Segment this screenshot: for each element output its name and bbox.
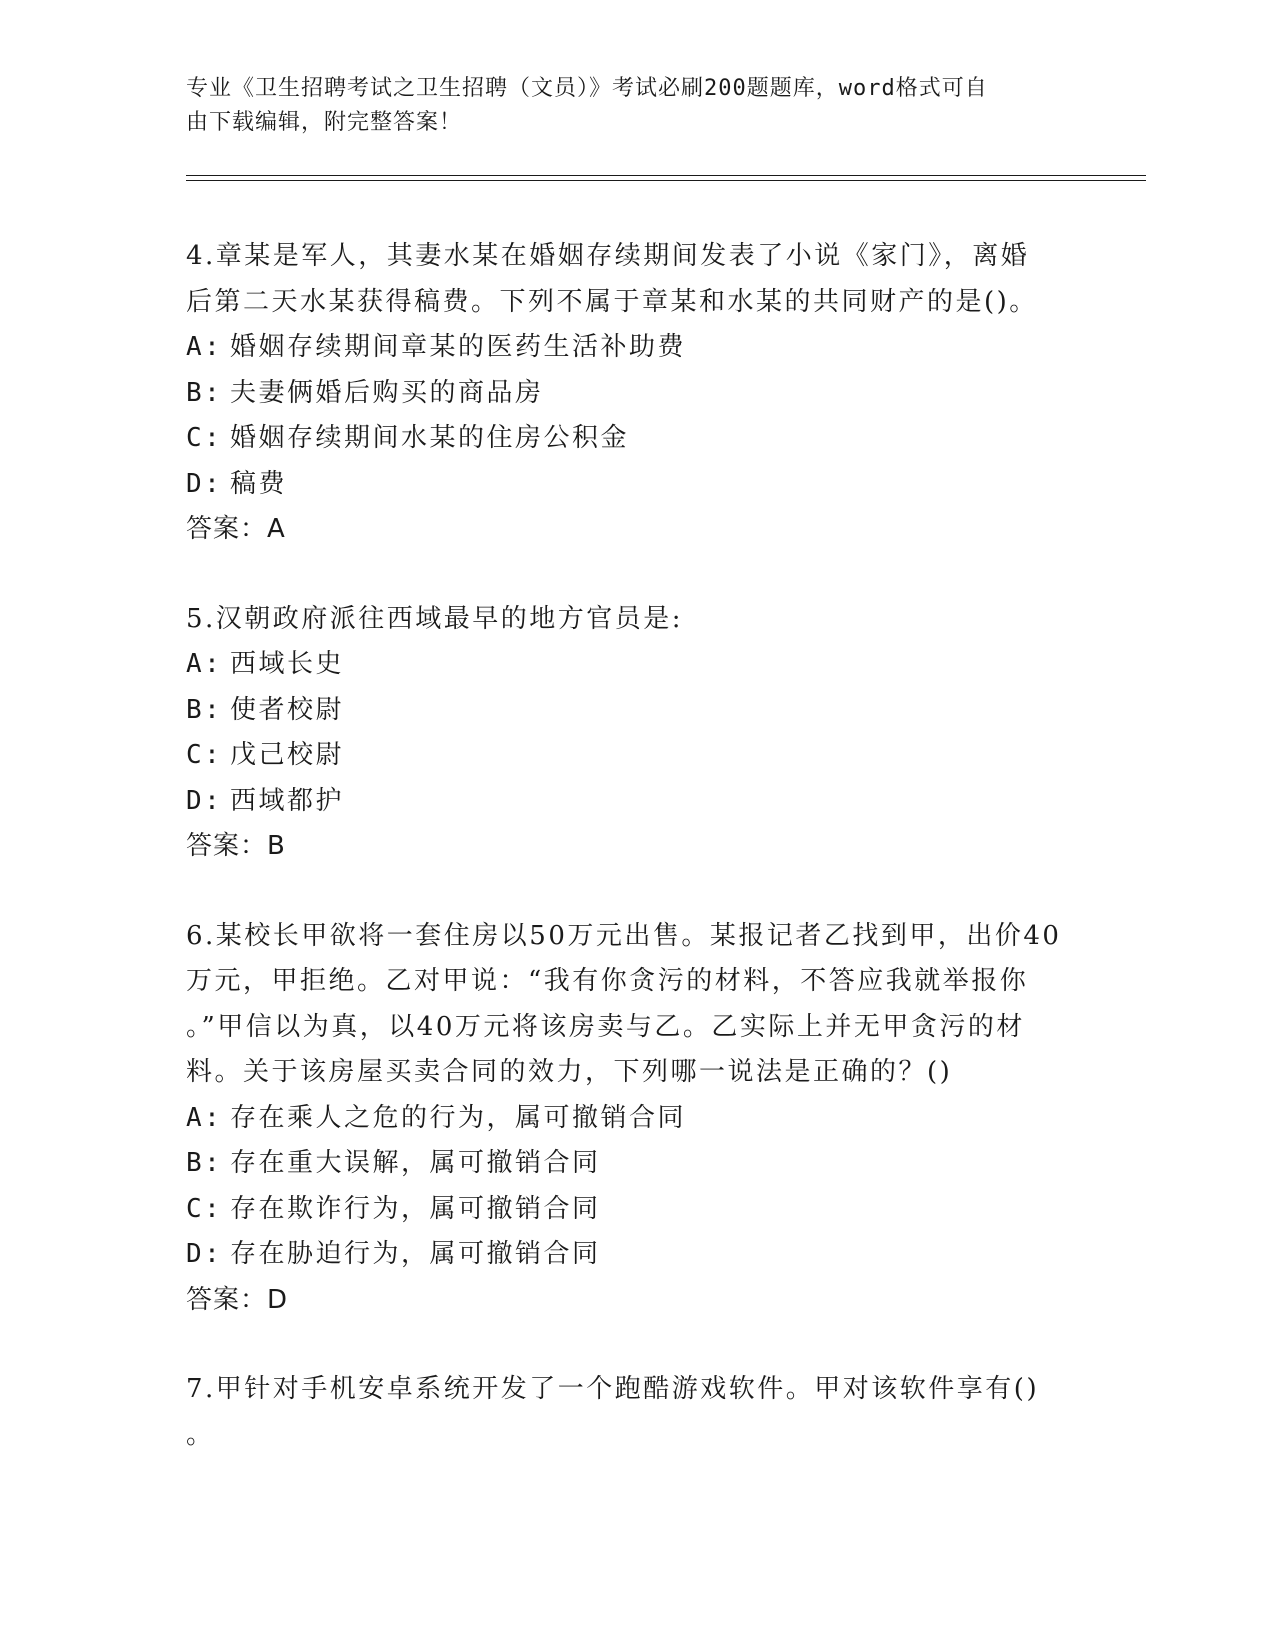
option-text: 西域都护 bbox=[230, 785, 345, 816]
option-text: 存在胁迫行为，属可撤销合同 bbox=[230, 1239, 601, 1269]
question-stem-line: 7.甲针对手机安卓系统开发了一个跑酷游戏软件。甲对该软件享有() bbox=[186, 1374, 1040, 1404]
option-text: 存在重大误解，属可撤销合同 bbox=[230, 1148, 601, 1178]
question-stem-line: 。”甲信以为真，以40万元将该房卖与乙。乙实际上并无甲贪污的材 bbox=[186, 1011, 1025, 1042]
question-stem-line: 4.章某是军人，其妻水某在婚姻存续期间发表了小说《家门》，离婚 bbox=[186, 241, 1030, 271]
option-letter: A: bbox=[186, 649, 223, 679]
question-stem-line: 后第二天水某获得稿费。下列不属于章某和水某的共同财产的是()。 bbox=[186, 286, 1038, 317]
option-letter: B: bbox=[186, 694, 223, 725]
option-letter: C: bbox=[186, 423, 223, 453]
answer-option bbox=[186, 688, 1086, 734]
option-letter: C: bbox=[186, 740, 223, 770]
option-text: 婚姻存续期间章某的医药生活补助费 bbox=[230, 332, 687, 362]
option-text: 使者校尉 bbox=[230, 694, 345, 725]
question-stem-line: 万元，甲拒绝。乙对甲说：“我有你贪污的材料，不答应我就举报你 bbox=[186, 966, 1029, 996]
header-line: 由下载编辑，附完整答案！ bbox=[186, 110, 463, 135]
header-divider bbox=[186, 180, 1146, 181]
document-header bbox=[186, 72, 1066, 140]
answer-option bbox=[186, 371, 1086, 417]
answer-key: 答案：A bbox=[186, 514, 286, 544]
answer-key: 答案：B bbox=[186, 831, 286, 861]
answer-option bbox=[186, 642, 1086, 688]
answer-option bbox=[186, 325, 1086, 371]
option-text: 婚姻存续期间水某的住房公积金 bbox=[230, 423, 630, 453]
option-letter: B: bbox=[186, 1148, 223, 1178]
answer-option bbox=[186, 779, 1086, 825]
option-text: 存在乘人之危的行为，属可撤销合同 bbox=[230, 1102, 687, 1133]
question-stem bbox=[186, 234, 1086, 325]
header-divider bbox=[186, 175, 1146, 176]
option-letter: D: bbox=[186, 1239, 223, 1269]
question-stem-line: 6.某校长甲欲将一套住房以50万元出售。某报记者乙找到甲，出价40 bbox=[186, 920, 1062, 951]
answer-option bbox=[186, 1096, 1086, 1142]
option-letter: C: bbox=[186, 1193, 223, 1224]
answer-option bbox=[186, 462, 1086, 508]
question-stem bbox=[186, 914, 1086, 1096]
question-block bbox=[186, 597, 1086, 870]
question-stem bbox=[186, 597, 1086, 643]
question-stem bbox=[186, 1367, 1086, 1458]
option-letter: A: bbox=[186, 332, 223, 362]
option-text: 存在欺诈行为，属可撤销合同 bbox=[230, 1193, 601, 1224]
option-letter: B: bbox=[186, 377, 223, 408]
question-stem-line: 。 bbox=[186, 1419, 215, 1450]
option-letter: D: bbox=[186, 785, 223, 816]
question-block bbox=[186, 234, 1086, 553]
option-text: 夫妻俩婚后购买的商品房 bbox=[230, 377, 544, 408]
option-text: 戊己校尉 bbox=[230, 740, 345, 770]
header-line: 专业《卫生招聘考试之卫生招聘（文员）》考试必刷200题题库，word格式可自 bbox=[186, 76, 988, 101]
answer-option bbox=[186, 1141, 1086, 1187]
question-block bbox=[186, 1367, 1086, 1458]
question-stem-line: 5.汉朝政府派往西域最早的地方官员是: bbox=[186, 603, 684, 634]
answer-option bbox=[186, 1187, 1086, 1233]
answer-key: 答案：D bbox=[186, 1284, 289, 1315]
answer-option bbox=[186, 1232, 1086, 1278]
question-list bbox=[186, 234, 1086, 1502]
option-text: 稿费 bbox=[230, 468, 288, 499]
option-letter: D: bbox=[186, 468, 223, 499]
option-text: 西域长史 bbox=[230, 649, 345, 679]
answer-option bbox=[186, 416, 1086, 462]
question-block bbox=[186, 914, 1086, 1324]
question-stem-line: 料。关于该房屋买卖合同的效力，下列哪一说法是正确的？() bbox=[186, 1057, 953, 1087]
option-letter: A: bbox=[186, 1102, 223, 1133]
answer-option bbox=[186, 733, 1086, 779]
